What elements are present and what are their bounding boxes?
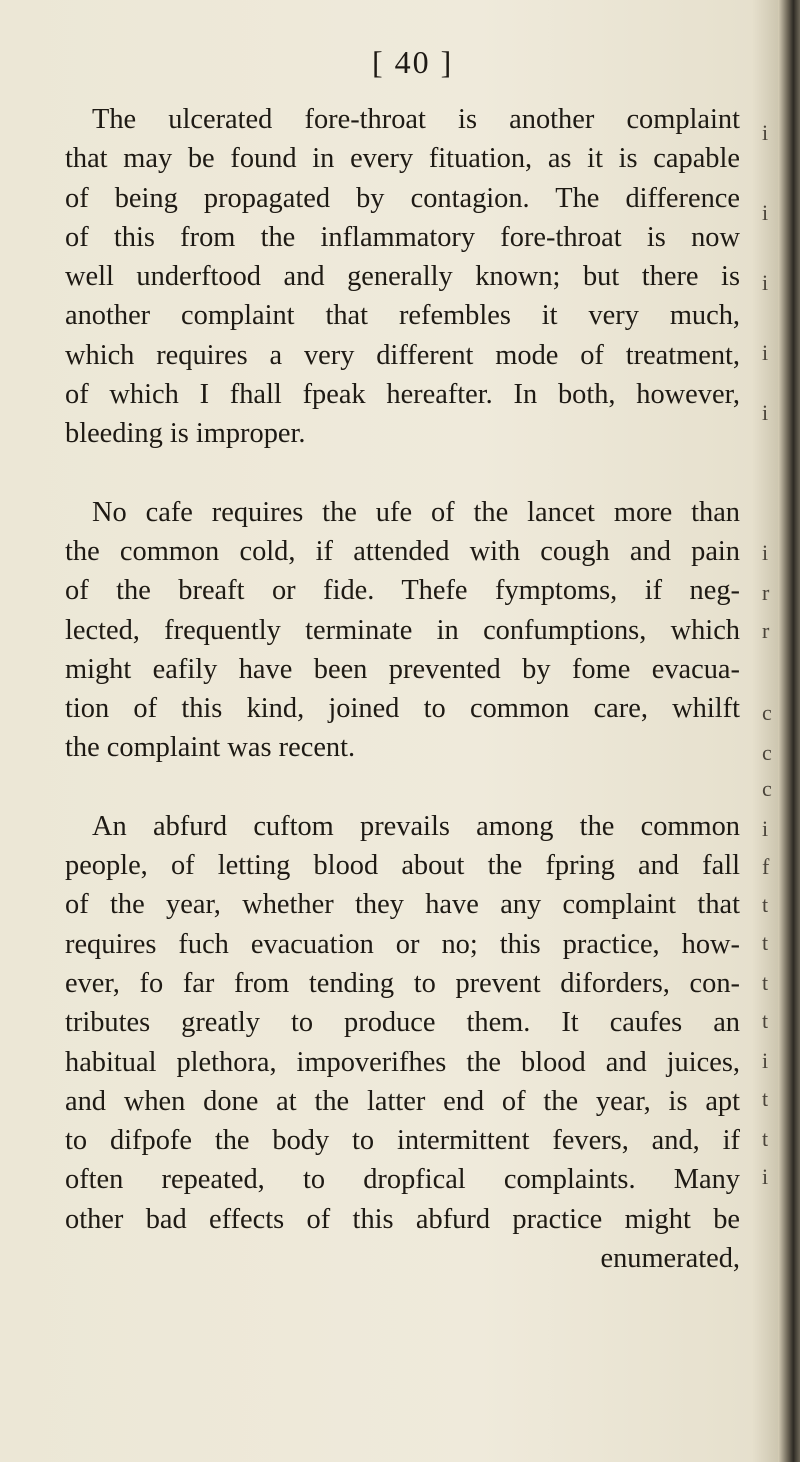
- edge-letter: i: [762, 1048, 769, 1073]
- edge-letter: i: [762, 816, 769, 841]
- paragraph-3: [65, 807, 740, 1239]
- text-line: requires fuch evacuation or no; this practice, how-: [65, 928, 740, 960]
- edge-letter: c: [762, 740, 772, 765]
- paragraph-gap: [65, 454, 740, 493]
- text-line: of the breaft or fide. Thefe fymptoms, if neg-: [65, 575, 740, 607]
- text-line: of this from the inflammatory fore-throat is now: [65, 221, 740, 253]
- text-line: the complaint was recent.: [65, 732, 356, 764]
- text-line: of which I fhall fpeak hereafter. In both, however,: [65, 379, 740, 411]
- adjacent-page-edge-letters: [760, 0, 776, 1462]
- text-line: An abfurd cuftom prevails among the common: [92, 810, 740, 842]
- edge-letter: i: [762, 200, 769, 225]
- text-line: ever, fo far from tending to prevent diforders, con-: [65, 967, 740, 999]
- text-line: often repeated, to dropfical complaints. Many: [65, 1164, 740, 1196]
- paragraph-gap: [65, 768, 740, 807]
- text-line: and when done at the latter end of the year, is apt: [65, 1085, 740, 1117]
- edge-letter: t: [762, 1126, 769, 1151]
- text-line: The ulcerated fore-throat is another complaint: [92, 104, 740, 135]
- body-text: [65, 100, 740, 1278]
- edge-letter: r: [762, 618, 770, 643]
- text-line: to difpofe the body to intermittent fevers, and, if: [65, 1125, 740, 1157]
- page-gutter-shadow: [778, 0, 800, 1462]
- text-line: other bad effects of this abfurd practice might be: [65, 1203, 740, 1235]
- edge-letter: t: [762, 930, 769, 955]
- edge-letter: i: [762, 1164, 769, 1189]
- page-number: [ 40 ]: [372, 44, 454, 80]
- text-line: habitual plethora, impoverifhes the blood and juices,: [65, 1046, 740, 1078]
- text-line: the common cold, if attended with cough and pain: [65, 535, 740, 567]
- edge-letter: t: [762, 892, 769, 917]
- catchword: enumerated,: [600, 1243, 740, 1275]
- edge-letter: c: [762, 776, 772, 801]
- text-line: that may be found in every fituation, as it is capable: [65, 143, 740, 175]
- edge-letter: f: [762, 854, 770, 879]
- paragraph-2: [65, 493, 740, 768]
- text-line: of the year, whether they have any complaint that: [65, 889, 740, 921]
- text-line: of being propagated by contagion. The difference: [65, 182, 740, 214]
- text-line: lected, frequently terminate in confumptions, which: [65, 614, 740, 646]
- edge-letter: t: [762, 1008, 769, 1033]
- edge-letter: t: [762, 1086, 769, 1111]
- text-line: tion of this kind, joined to common care, whilft: [65, 693, 740, 725]
- edge-letter: i: [762, 120, 769, 145]
- edge-letter: i: [762, 540, 769, 565]
- edge-letter: c: [762, 700, 772, 725]
- edge-letter: i: [762, 270, 769, 295]
- paragraph-1: [65, 100, 740, 454]
- edge-letter: i: [762, 340, 769, 365]
- text-line: bleeding is improper.: [65, 418, 306, 450]
- text-line: might eafily have been prevented by fome evacua-: [65, 653, 740, 685]
- text-line: another complaint that refembles it very much,: [65, 300, 740, 332]
- edge-letter: i: [762, 400, 769, 425]
- edge-letter: r: [762, 580, 770, 605]
- text-line: which requires a very different mode of treatment,: [65, 339, 740, 371]
- text-line: well underftood and generally known; but there is: [65, 261, 740, 293]
- edge-letter: t: [762, 970, 769, 995]
- text-line: tributes greatly to produce them. It caufes an: [65, 1007, 740, 1039]
- text-line: people, of letting blood about the fpring and fall: [65, 850, 740, 882]
- text-line: No cafe requires the ufe of the lancet more than: [92, 496, 740, 528]
